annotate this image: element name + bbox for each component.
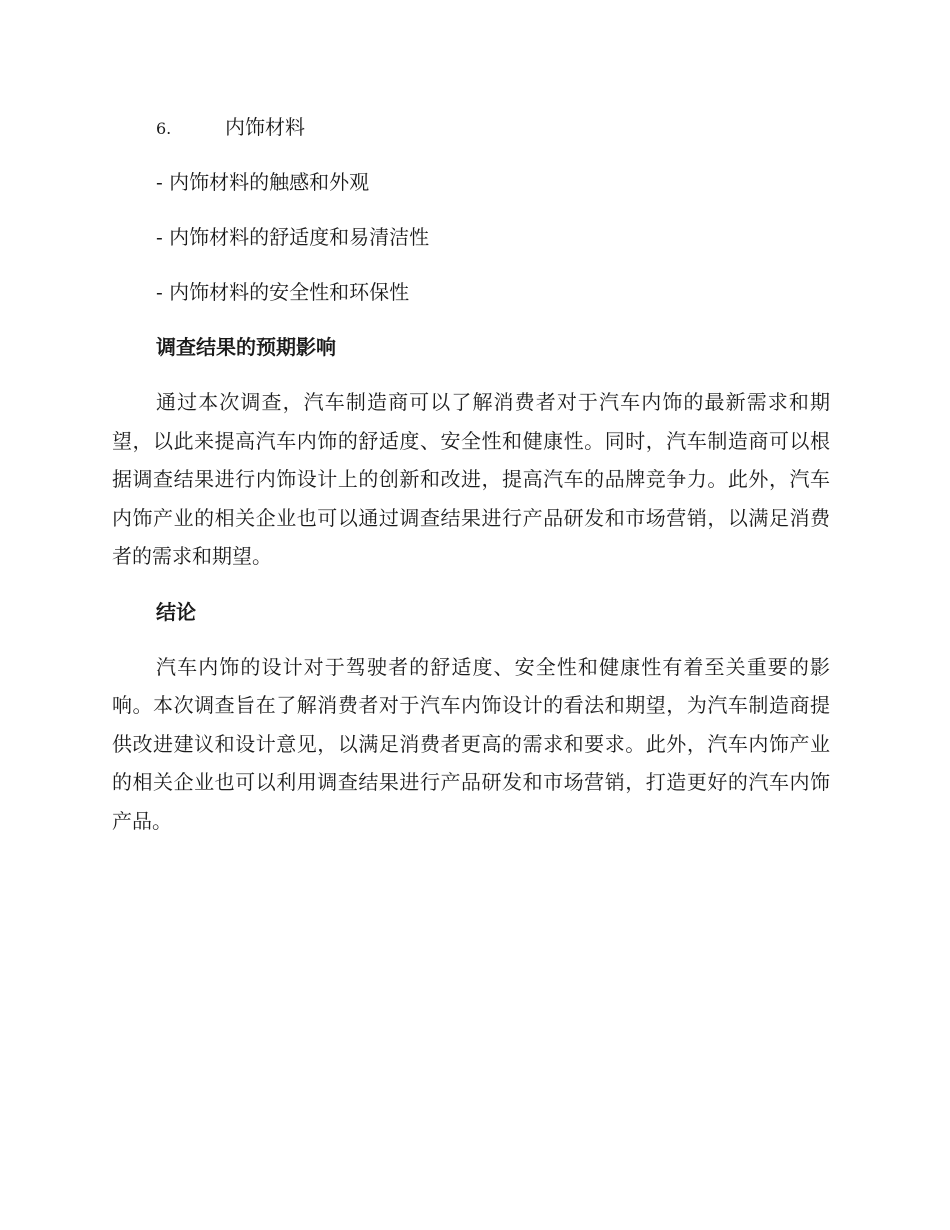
document-page (112, 108, 830, 857)
section-heading-conclusion: 结论 (156, 599, 196, 624)
section-heading-impact: 调查结果的预期影响 (156, 335, 336, 359)
list-number: 6. (156, 119, 172, 138)
list-bullet-item: - 内饰材料的触感和外观 (156, 170, 370, 194)
list-bullet-item: - 内饰材料的安全性和环保性 (156, 280, 410, 304)
paragraph-impact: 通过本次调查，汽车制造商可以了解消费者对于汽车内饰的最新需求和期望，以此来提高汽车内饰的舒适度、安全性和健康性。同时，汽车制造商可以根据调查结果进行内饰设计上的创新和改进，提高汽车的品牌竞争力。此外，汽车内饰产业的相关企业也可以通过调查结果进行产品研发和市场营销，以满足消费者的需求和期望。 (112, 390, 830, 568)
list-item-header (112, 108, 830, 146)
list-bullet-item: - 内饰材料的舒适度和易清洁性 (156, 225, 430, 249)
paragraph-conclusion: 汽车内饰的设计对于驾驶者的舒适度、安全性和健康性有着至关重要的影响。本次调查旨在了解消费者对于汽车内饰设计的看法和期望，为汽车制造商提供改进建议和设计意见，以满足消费者更高的需求和要求。此外，汽车内饰产业的相关企业也可以利用调查结果进行产品研发和市场营销，打造更好的汽车内饰产品。 (112, 654, 830, 833)
list-title: 内饰材料 (225, 115, 305, 139)
